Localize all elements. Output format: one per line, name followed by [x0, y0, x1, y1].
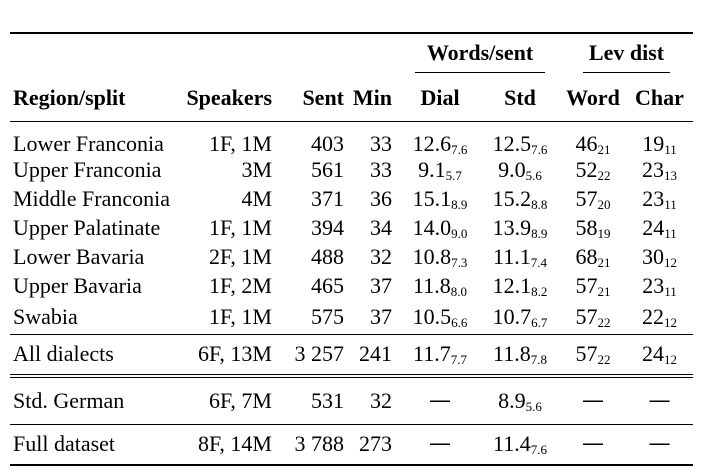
cell-region: Upper Palatinate	[13, 214, 161, 240]
cell-sent: 394	[311, 214, 344, 240]
cell-min: 37	[370, 303, 392, 329]
cell-sent: 575	[311, 303, 344, 329]
cell-std: $11.4_{7.6}$	[493, 431, 547, 458]
cell-speakers: 8F, 14M	[197, 431, 272, 457]
cell-min: 32	[370, 243, 392, 269]
cell-char: $23_{11}$	[642, 272, 677, 299]
cell-char: $19_{11}$	[642, 131, 677, 157]
dataset-stats-table	[10, 32, 693, 466]
cell-word: $68_{21}$	[575, 243, 611, 270]
cell-region: Full dataset	[13, 431, 116, 457]
cell-min: 33	[370, 131, 392, 156]
group-header-row	[10, 33, 693, 75]
cell-speakers: 6F, 13M	[197, 341, 272, 367]
cell-dial: $12.6_{7.6}$	[412, 131, 468, 157]
cell-min: 37	[370, 272, 392, 298]
cell-word: $52_{22}$	[575, 156, 611, 183]
cell-word: —	[582, 431, 604, 457]
cell-word: $57_{22}$	[575, 341, 611, 368]
table-row	[10, 300, 693, 334]
cell-std: $10.7_{6.7}$	[492, 303, 548, 330]
cell-std: $12.5_{7.6}$	[492, 131, 548, 157]
cell-dial: —	[429, 387, 451, 413]
cell-char: $24_{11}$	[642, 214, 677, 241]
cell-region: All dialects	[13, 341, 114, 367]
table-row	[10, 242, 693, 271]
cell-std: $9.0_{5.6}$	[498, 156, 542, 183]
cell-sent: 403	[311, 131, 344, 156]
table-row	[10, 155, 693, 184]
cell-speakers: 2F, 1M	[208, 243, 272, 269]
words-per-sent-group-header: Words/sent	[415, 42, 545, 73]
cell-speakers: 6F, 7M	[208, 387, 272, 413]
cell-dial: $15.1_{8.9}$	[412, 185, 468, 212]
cell-char: —	[648, 431, 671, 457]
header-sent: Sent	[302, 84, 344, 110]
cell-std: $15.2_{8.8}$	[492, 185, 548, 212]
cell-std: $11.1_{7.4}$	[493, 243, 547, 270]
cell-min: 34	[370, 214, 392, 240]
column-header-row	[10, 75, 693, 121]
cell-char: $23_{13}$	[642, 156, 677, 183]
cell-char: $23_{11}$	[642, 185, 677, 212]
cell-word: —	[582, 387, 604, 413]
lev-dist-group-header: Lev dist	[583, 42, 670, 73]
cell-speakers: 1F, 2M	[208, 272, 272, 298]
cell-word: $57_{20}$	[575, 185, 611, 212]
cell-speakers: 4M	[241, 185, 272, 211]
cell-sent: 3 257	[294, 341, 344, 367]
table-row	[10, 184, 693, 213]
header-region: Region/split	[13, 84, 126, 110]
cell-char: $24_{12}$	[642, 341, 677, 368]
cell-dial: $9.1_{5.7}$	[418, 156, 462, 183]
cell-speakers: 1F, 1M	[208, 214, 272, 240]
table-row-full-dataset	[10, 424, 693, 465]
table-row-std-german	[10, 376, 693, 424]
cell-dial: $10.5_{6.6}$	[412, 303, 468, 330]
header-char: Char	[635, 84, 684, 110]
cell-dial: $14.0_{9.0}$	[412, 214, 468, 241]
cell-speakers: 1F, 1M	[208, 303, 272, 329]
cell-sent: 531	[311, 387, 344, 413]
cell-dial: —	[429, 431, 451, 457]
cell-std: $13.9_{8.9}$	[492, 214, 548, 241]
cell-dial: $11.8_{8.0}$	[413, 272, 467, 299]
table-row	[10, 213, 693, 242]
cell-word: $58_{19}$	[575, 214, 611, 241]
header-speakers: Speakers	[186, 84, 272, 110]
header-word: Word	[566, 84, 620, 110]
cell-sent: 371	[311, 185, 344, 211]
table-row	[10, 271, 693, 300]
cell-dial: $11.7_{7.7}$	[413, 341, 467, 368]
cell-word: $57_{21}$	[575, 272, 611, 299]
cell-region: Upper Bavaria	[13, 272, 142, 298]
cell-min: 241	[359, 341, 392, 367]
header-min: Min	[352, 84, 392, 110]
cell-sent: 488	[311, 243, 344, 269]
cell-std: $12.1_{8.2}$	[492, 272, 548, 299]
cell-sent: 561	[311, 156, 344, 182]
cell-speakers: 1F, 1M	[208, 131, 272, 156]
cell-region: Lower Franconia	[13, 131, 164, 156]
cell-min: 32	[370, 387, 392, 413]
cell-word: $57_{22}$	[575, 303, 611, 330]
cell-speakers: 3M	[241, 156, 272, 182]
cell-word: $46_{21}$	[575, 131, 611, 157]
table-row-all-dialects	[10, 334, 693, 376]
cell-min: 36	[370, 185, 392, 211]
header-dial: Dial	[420, 84, 460, 110]
cell-sent: 3 788	[294, 431, 344, 457]
cell-region: Middle Franconia	[13, 185, 171, 211]
cell-char: $22_{12}$	[642, 303, 677, 330]
cell-min: 273	[359, 431, 392, 457]
cell-std: $8.9_{5.6}$	[498, 387, 542, 414]
cell-char: $30_{12}$	[642, 243, 677, 270]
cell-region: Lower Bavaria	[13, 243, 145, 269]
cell-dial: $10.8_{7.3}$	[412, 243, 468, 270]
cell-region: Std. German	[13, 387, 125, 413]
cell-min: 33	[370, 156, 392, 182]
cell-region: Swabia	[13, 303, 78, 329]
cell-region: Upper Franconia	[13, 156, 162, 182]
cell-char: —	[648, 387, 671, 413]
cell-std: $11.8_{7.8}$	[493, 341, 547, 368]
cell-sent: 465	[311, 272, 344, 298]
header-std: Std	[504, 84, 536, 110]
table-row	[10, 121, 693, 155]
